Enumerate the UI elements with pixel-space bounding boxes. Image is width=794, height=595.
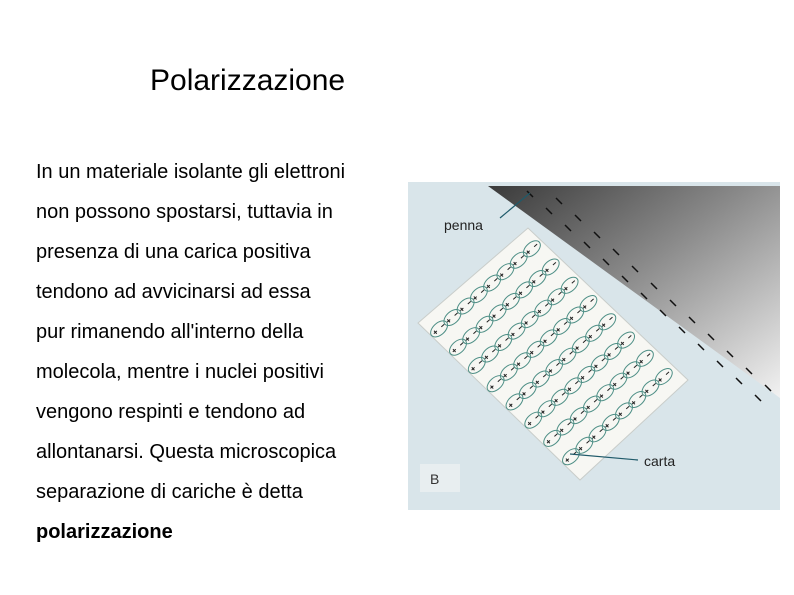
panel-letter-box: [420, 464, 460, 492]
body-line: molecola, mentre i nuclei positivi: [36, 361, 324, 383]
body-line: In un materiale isolante gli elettroni: [36, 161, 346, 183]
body-line: separazione di cariche è detta: [36, 481, 303, 503]
body-line: allontanarsi. Questa microscopica: [36, 441, 337, 463]
body-text: [36, 152, 416, 552]
panel-letter: B: [430, 471, 440, 487]
polarization-figure: [408, 168, 780, 510]
body-line: presenza di una carica positiva: [36, 241, 311, 263]
body-line: pur rimanendo all'interno della: [36, 321, 304, 343]
emphasis-term: polarizzazione: [36, 521, 173, 543]
pen-label: penna: [444, 217, 483, 233]
body-line: vengono respinti e tendono ad: [36, 401, 306, 423]
polarization-illustration: [408, 168, 780, 510]
paper-label: carta: [644, 453, 676, 469]
slide-title: Polarizzazione: [150, 64, 346, 97]
body-line: tendono ad avvicinarsi ad essa: [36, 281, 311, 303]
figure-white-band: [408, 168, 780, 182]
body-line: non possono spostarsi, tuttavia in: [36, 201, 333, 223]
